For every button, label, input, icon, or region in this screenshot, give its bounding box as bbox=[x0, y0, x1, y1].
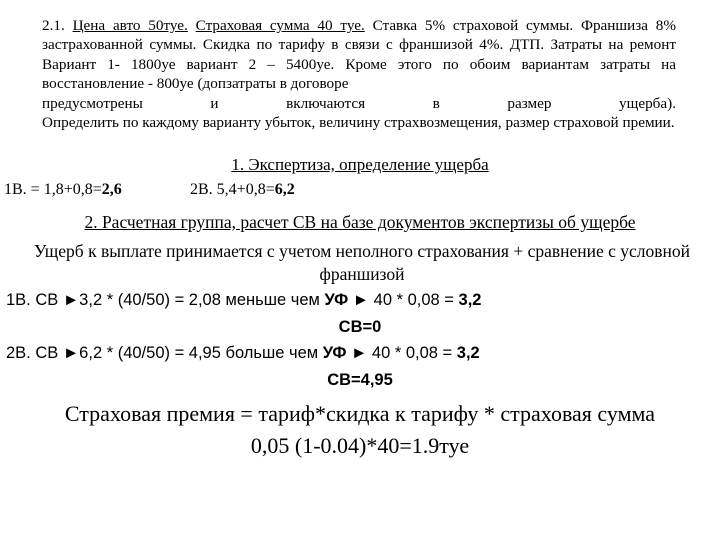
calc-v2-sv bbox=[0, 371, 720, 390]
section2-title: 2. Расчетная группа, расчет СВ на базе документов экспертизы об ущербе bbox=[84, 212, 636, 232]
calc-v2-sv-value: СВ=4,95 bbox=[327, 371, 393, 389]
section1-variant1 bbox=[4, 181, 122, 199]
problem-task: Определить по каждому варианту убыток, величину страхвозмещения, размер страховой премии. bbox=[42, 114, 675, 132]
section1-variant2 bbox=[190, 181, 295, 199]
section1-title: 1. Экспертиза, определение ущерба bbox=[231, 155, 489, 174]
calc-v1-sv-value: СВ=0 bbox=[338, 318, 382, 336]
problem-statement bbox=[42, 16, 676, 132]
variant1-damage: 2,6 bbox=[101, 181, 122, 198]
premium-formula: Страховая премия = тариф*скидка к тарифу * страховая сумма bbox=[64, 401, 656, 426]
premium-calculation: 0,05 (1-0.04)*40=1.9туе bbox=[250, 433, 470, 458]
calc-variant2 bbox=[6, 344, 480, 363]
calc-v1-part-a: 1В. СВ ►3,2 * (40/50) = 2,08 меньше чем bbox=[6, 291, 325, 309]
problem-conditions: Ставка 5% страховой суммы. Франшиза 8% застрахованной суммы. Скидка по тарифу в связи с франшизой 4%. ДТП. Затраты на ремонт Вариант 1- 1800уе вариант 2 – 5400уе. Кроме этого по обоим вариантам затраты на восстановление - 800уе (допзатраты в договоре bbox=[42, 17, 677, 93]
calc-v2-uf: УФ bbox=[322, 344, 347, 362]
variant1-sum: 1В. = 1,8+0,8= bbox=[4, 181, 102, 198]
calc-variant1 bbox=[6, 291, 481, 310]
calc-v1-sv bbox=[0, 318, 720, 337]
problem-number: 2.1. bbox=[42, 17, 65, 34]
problem-justified-line: предусмотрены и включаются в размер ущерба). bbox=[42, 94, 676, 112]
calc-v1-result: 3,2 bbox=[458, 291, 482, 309]
sum-insured: Страховая сумма 40 туе. bbox=[195, 17, 365, 34]
variant2-damage: 6,2 bbox=[274, 181, 295, 198]
section2-description: Ущерб к выплате принимается с учетом неполного страхования + сравнение с условной франшизой bbox=[33, 241, 691, 284]
calc-v1-part-b: ► 40 * 0,08 = bbox=[348, 291, 459, 309]
calc-v2-part-a: 2В. СВ ►6,2 * (40/50) = 4,95 больше чем bbox=[6, 344, 323, 362]
calc-v2-part-b: ► 40 * 0,08 = bbox=[346, 344, 457, 362]
calc-v2-result: 3,2 bbox=[456, 344, 480, 362]
calc-v1-uf: УФ bbox=[324, 291, 349, 309]
variant2-sum: 2В. 5,4+0,8= bbox=[190, 181, 275, 198]
car-price: Цена авто 50туе. bbox=[72, 17, 188, 34]
